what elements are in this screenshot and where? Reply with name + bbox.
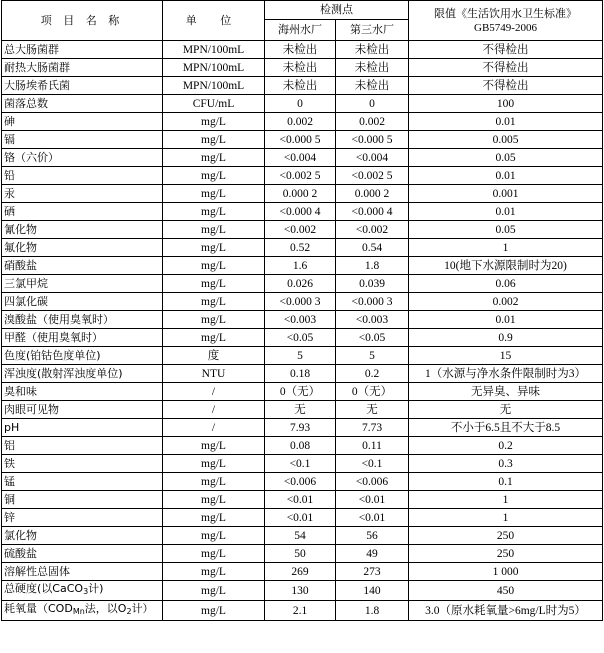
item-name-cell: 溶解性总固体 <box>2 563 163 581</box>
third-plant-value-cell: 0.54 <box>336 239 409 257</box>
haizhou-value-cell: <0.002 <box>265 221 336 239</box>
item-name-cell: 铝 <box>2 437 163 455</box>
item-name-cell: 总硬度(以CaCO3计) <box>2 581 163 601</box>
table-body <box>2 41 603 621</box>
third-plant-value-cell: 0 <box>336 95 409 113</box>
third-plant-value-cell: 273 <box>336 563 409 581</box>
third-plant-value-cell: <0.004 <box>336 149 409 167</box>
haizhou-value-cell: <0.000 5 <box>265 131 336 149</box>
item-name-cell: 四氯化碳 <box>2 293 163 311</box>
third-plant-value-cell: 未检出 <box>336 77 409 95</box>
table-row <box>2 473 603 491</box>
haizhou-value-cell: 50 <box>265 545 336 563</box>
item-name-cell: pH <box>2 419 163 437</box>
unit-cell: mg/L <box>163 131 265 149</box>
unit-cell: / <box>163 401 265 419</box>
header-point-third: 第三水厂 <box>336 20 409 41</box>
unit-cell: mg/L <box>163 167 265 185</box>
unit-cell: mg/L <box>163 239 265 257</box>
third-plant-value-cell: 1.8 <box>336 601 409 621</box>
haizhou-value-cell: <0.002 5 <box>265 167 336 185</box>
haizhou-value-cell: 130 <box>265 581 336 601</box>
limit-value-cell: 不得检出 <box>409 77 603 95</box>
haizhou-value-cell: <0.1 <box>265 455 336 473</box>
table-row <box>2 149 603 167</box>
item-name-cell: 硫酸盐 <box>2 545 163 563</box>
item-name-cell: 臭和味 <box>2 383 163 401</box>
haizhou-value-cell: 269 <box>265 563 336 581</box>
unit-cell: mg/L <box>163 203 265 221</box>
table-row <box>2 293 603 311</box>
haizhou-value-cell: 未检出 <box>265 77 336 95</box>
third-plant-value-cell: 49 <box>336 545 409 563</box>
limit-value-cell: 0.01 <box>409 113 603 131</box>
haizhou-value-cell: 7.93 <box>265 419 336 437</box>
limit-value-cell: 0.01 <box>409 203 603 221</box>
item-name-cell: 浑浊度(散射浑浊度单位) <box>2 365 163 383</box>
limit-value-cell: 10(地下水源限制时为20) <box>409 257 603 275</box>
item-name-cell: 汞 <box>2 185 163 203</box>
unit-cell: mg/L <box>163 563 265 581</box>
limit-value-cell: 无 <box>409 401 603 419</box>
third-plant-value-cell: <0.002 5 <box>336 167 409 185</box>
haizhou-value-cell: 0（无） <box>265 383 336 401</box>
header-limit-line2: GB5749-2006 <box>474 21 537 34</box>
limit-value-cell: 不得检出 <box>409 41 603 59</box>
unit-cell: mg/L <box>163 311 265 329</box>
limit-value-cell: 不得检出 <box>409 59 603 77</box>
third-plant-value-cell: 1.8 <box>336 257 409 275</box>
header-item-name: 项 目 名 称 <box>2 1 163 41</box>
unit-cell: mg/L <box>163 509 265 527</box>
item-name-cell: 铜 <box>2 491 163 509</box>
item-name-cell: 氰化物 <box>2 221 163 239</box>
limit-value-cell: 250 <box>409 545 603 563</box>
limit-value-cell: 250 <box>409 527 603 545</box>
table-row <box>2 437 603 455</box>
item-name-cell: 镉 <box>2 131 163 149</box>
item-name-cell: 耗氧量（CODMn法，以O2计） <box>2 601 163 621</box>
table-row <box>2 95 603 113</box>
unit-cell: mg/L <box>163 185 265 203</box>
haizhou-value-cell: 无 <box>265 401 336 419</box>
haizhou-value-cell: 0.002 <box>265 113 336 131</box>
haizhou-value-cell: <0.006 <box>265 473 336 491</box>
table-row <box>2 455 603 473</box>
limit-value-cell: 3.0（原水耗氧量>6mg/L时为5） <box>409 601 603 621</box>
limit-value-cell: 450 <box>409 581 603 601</box>
table-row <box>2 365 603 383</box>
limit-value-cell: 0.05 <box>409 221 603 239</box>
haizhou-value-cell: 未检出 <box>265 59 336 77</box>
item-name-cell: 溴酸盐（使用臭氧时） <box>2 311 163 329</box>
unit-cell: MPN/100mL <box>163 59 265 77</box>
third-plant-value-cell: 未检出 <box>336 59 409 77</box>
third-plant-value-cell: <0.000 3 <box>336 293 409 311</box>
table-row <box>2 59 603 77</box>
unit-cell: mg/L <box>163 527 265 545</box>
third-plant-value-cell: 无 <box>336 401 409 419</box>
haizhou-value-cell: <0.003 <box>265 311 336 329</box>
limit-value-cell: 100 <box>409 95 603 113</box>
haizhou-value-cell: 0.18 <box>265 365 336 383</box>
limit-value-cell: 0.01 <box>409 167 603 185</box>
table-row <box>2 185 603 203</box>
item-name-cell: 甲醛（使用臭氧时） <box>2 329 163 347</box>
item-name-cell: 肉眼可见物 <box>2 401 163 419</box>
haizhou-value-cell: 未检出 <box>265 41 336 59</box>
limit-value-cell: 0.1 <box>409 473 603 491</box>
unit-cell: / <box>163 383 265 401</box>
haizhou-value-cell: <0.05 <box>265 329 336 347</box>
table-row <box>2 131 603 149</box>
table-row <box>2 545 603 563</box>
table-row <box>2 203 603 221</box>
unit-cell: mg/L <box>163 491 265 509</box>
table-row <box>2 311 603 329</box>
unit-cell: CFU/mL <box>163 95 265 113</box>
table-row <box>2 257 603 275</box>
table-row <box>2 239 603 257</box>
limit-value-cell: 0.05 <box>409 149 603 167</box>
item-name-cell: 硒 <box>2 203 163 221</box>
limit-value-cell: 0.001 <box>409 185 603 203</box>
unit-cell: mg/L <box>163 329 265 347</box>
limit-value-cell: 0.9 <box>409 329 603 347</box>
haizhou-value-cell: <0.01 <box>265 509 336 527</box>
haizhou-value-cell: 2.1 <box>265 601 336 621</box>
third-plant-value-cell: <0.006 <box>336 473 409 491</box>
haizhou-value-cell: 0.026 <box>265 275 336 293</box>
unit-cell: mg/L <box>163 437 265 455</box>
table-row <box>2 527 603 545</box>
item-name-cell: 氯化物 <box>2 527 163 545</box>
unit-cell: mg/L <box>163 257 265 275</box>
unit-cell: MPN/100mL <box>163 77 265 95</box>
haizhou-value-cell: 5 <box>265 347 336 365</box>
unit-cell: mg/L <box>163 581 265 601</box>
limit-value-cell: 15 <box>409 347 603 365</box>
table-row <box>2 383 603 401</box>
limit-value-cell: 0.2 <box>409 437 603 455</box>
third-plant-value-cell: <0.01 <box>336 509 409 527</box>
third-plant-value-cell: 7.73 <box>336 419 409 437</box>
unit-cell: mg/L <box>163 221 265 239</box>
water-quality-table <box>1 0 603 621</box>
item-name-cell: 三氯甲烷 <box>2 275 163 293</box>
table-row <box>2 113 603 131</box>
third-plant-value-cell: <0.002 <box>336 221 409 239</box>
table-row <box>2 563 603 581</box>
third-plant-value-cell: <0.003 <box>336 311 409 329</box>
unit-cell: mg/L <box>163 545 265 563</box>
item-name-cell: 总大肠菌群 <box>2 41 163 59</box>
table-row <box>2 275 603 293</box>
header-unit: 单 位 <box>163 1 265 41</box>
third-plant-value-cell: 56 <box>336 527 409 545</box>
third-plant-value-cell: 0.002 <box>336 113 409 131</box>
header-point-haizhou: 海州水厂 <box>265 20 336 41</box>
third-plant-value-cell: 0.11 <box>336 437 409 455</box>
third-plant-value-cell: <0.000 4 <box>336 203 409 221</box>
limit-value-cell: 1 <box>409 239 603 257</box>
third-plant-value-cell: <0.05 <box>336 329 409 347</box>
haizhou-value-cell: <0.01 <box>265 491 336 509</box>
item-name-cell: 铁 <box>2 455 163 473</box>
table-row <box>2 509 603 527</box>
table-row <box>2 347 603 365</box>
header-detection-points: 检测点 <box>265 1 409 20</box>
limit-value-cell: 0.005 <box>409 131 603 149</box>
third-plant-value-cell: 0.2 <box>336 365 409 383</box>
item-name-cell: 菌落总数 <box>2 95 163 113</box>
third-plant-value-cell: 0.039 <box>336 275 409 293</box>
item-name-cell: 铬（六价） <box>2 149 163 167</box>
haizhou-value-cell: 1.6 <box>265 257 336 275</box>
table-row <box>2 581 603 601</box>
table-row <box>2 601 603 621</box>
unit-cell: mg/L <box>163 601 265 621</box>
table-row <box>2 41 603 59</box>
unit-cell: mg/L <box>163 293 265 311</box>
item-name-cell: 铅 <box>2 167 163 185</box>
limit-value-cell: 不小于6.5且不大于8.5 <box>409 419 603 437</box>
header-limit-line1: 限值《生活饮用水卫生标准》 <box>434 6 577 20</box>
table-row <box>2 491 603 509</box>
third-plant-value-cell: <0.01 <box>336 491 409 509</box>
third-plant-value-cell: 5 <box>336 347 409 365</box>
limit-value-cell: 0.06 <box>409 275 603 293</box>
haizhou-value-cell: 0.08 <box>265 437 336 455</box>
haizhou-value-cell: 0 <box>265 95 336 113</box>
unit-cell: mg/L <box>163 149 265 167</box>
table-row <box>2 221 603 239</box>
item-name-cell: 砷 <box>2 113 163 131</box>
haizhou-value-cell: 0.52 <box>265 239 336 257</box>
haizhou-value-cell: 0.000 2 <box>265 185 336 203</box>
header-limit <box>409 1 603 41</box>
unit-cell: / <box>163 419 265 437</box>
item-name-cell: 色度(铂钴色度单位) <box>2 347 163 365</box>
item-name-cell: 硝酸盐 <box>2 257 163 275</box>
table-row <box>2 329 603 347</box>
item-name-cell: 锰 <box>2 473 163 491</box>
haizhou-value-cell: <0.000 4 <box>265 203 336 221</box>
limit-value-cell: 1 <box>409 491 603 509</box>
table-row <box>2 419 603 437</box>
third-plant-value-cell: 140 <box>336 581 409 601</box>
item-name-cell: 大肠埃希氏菌 <box>2 77 163 95</box>
third-plant-value-cell: 0.000 2 <box>336 185 409 203</box>
limit-value-cell: 0.3 <box>409 455 603 473</box>
unit-cell: mg/L <box>163 275 265 293</box>
limit-value-cell: 1 000 <box>409 563 603 581</box>
table-row <box>2 167 603 185</box>
unit-cell: 度 <box>163 347 265 365</box>
table-row <box>2 77 603 95</box>
item-name-cell: 锌 <box>2 509 163 527</box>
third-plant-value-cell: <0.1 <box>336 455 409 473</box>
unit-cell: mg/L <box>163 113 265 131</box>
unit-cell: mg/L <box>163 473 265 491</box>
haizhou-value-cell: <0.004 <box>265 149 336 167</box>
item-name-cell: 耐热大肠菌群 <box>2 59 163 77</box>
unit-cell: mg/L <box>163 455 265 473</box>
limit-value-cell: 1（水源与净水条件限制时为3） <box>409 365 603 383</box>
third-plant-value-cell: 0（无） <box>336 383 409 401</box>
limit-value-cell: 无异臭、异味 <box>409 383 603 401</box>
third-plant-value-cell: <0.000 5 <box>336 131 409 149</box>
haizhou-value-cell: <0.000 3 <box>265 293 336 311</box>
haizhou-value-cell: 54 <box>265 527 336 545</box>
third-plant-value-cell: 未检出 <box>336 41 409 59</box>
unit-cell: NTU <box>163 365 265 383</box>
item-name-cell: 氟化物 <box>2 239 163 257</box>
table-row <box>2 401 603 419</box>
limit-value-cell: 0.002 <box>409 293 603 311</box>
limit-value-cell: 0.01 <box>409 311 603 329</box>
unit-cell: MPN/100mL <box>163 41 265 59</box>
limit-value-cell: 1 <box>409 509 603 527</box>
